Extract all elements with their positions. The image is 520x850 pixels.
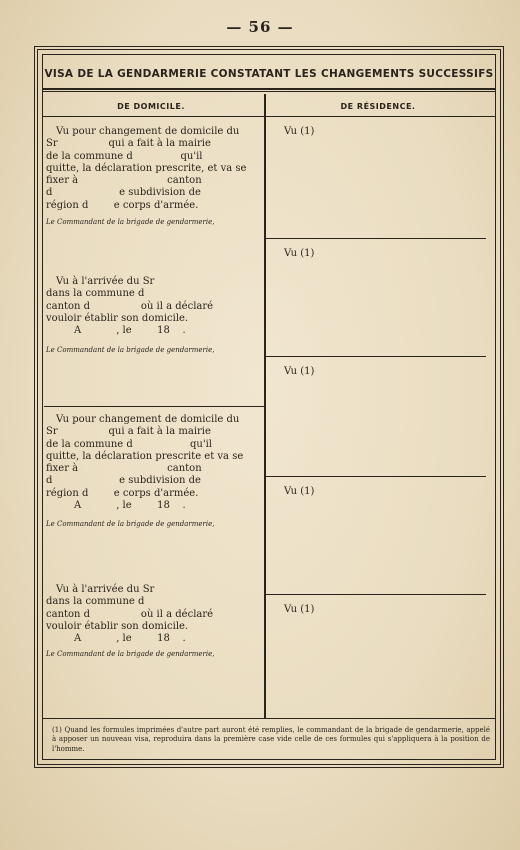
signature-line-3: Le Commandant de la brigade de gendarmerie, bbox=[46, 520, 215, 528]
block-line: Sr qui a fait à la mairie bbox=[46, 138, 211, 150]
header-rule bbox=[42, 116, 496, 117]
visa-label-2: Vu (1) bbox=[284, 248, 315, 259]
block-line: vouloir établir son domicile. bbox=[46, 620, 189, 632]
form-frame bbox=[34, 46, 504, 768]
block-line: quitte, la déclaration prescrite, et va se bbox=[46, 162, 247, 174]
block-line: Vu à l'arrivée du Sr bbox=[56, 584, 155, 595]
right-separator bbox=[266, 238, 486, 239]
block-line: fixer à canton bbox=[46, 175, 202, 187]
visa-label-1: Vu (1) bbox=[284, 126, 315, 137]
page-number: — 56 — bbox=[226, 18, 294, 36]
domicile-block-3 bbox=[46, 414, 256, 512]
left-separator bbox=[44, 406, 264, 407]
date-line: A , le 18 . bbox=[74, 325, 186, 337]
block-line: vouloir établir son domicile. bbox=[46, 312, 189, 324]
block-line: Vu pour changement de domicile du bbox=[56, 414, 240, 425]
column-divider bbox=[264, 94, 266, 718]
column-header-domicile: DE DOMICILE. bbox=[117, 102, 185, 111]
block-line: Vu à l'arrivée du Sr bbox=[56, 276, 155, 287]
domicile-block-4 bbox=[46, 584, 256, 645]
block-line: quitte, la déclaration prescrite et va se bbox=[46, 450, 244, 462]
block-line: fixer à canton bbox=[46, 463, 202, 475]
block-line: région d e corps d'armée. bbox=[46, 199, 199, 211]
visa-label-3: Vu (1) bbox=[284, 366, 315, 377]
visa-label-4: Vu (1) bbox=[284, 486, 315, 497]
block-line: Vu pour changement de domicile du bbox=[56, 126, 240, 137]
form-title: VISA DE LA GENDARMERIE CONSTATANT LES CHANGEMENTS SUCCESSIFS bbox=[44, 68, 494, 80]
right-separator bbox=[266, 476, 486, 477]
block-line: de la commune d qu'il bbox=[46, 150, 203, 162]
signature-line-4: Le Commandant de la brigade de gendarmerie, bbox=[46, 650, 215, 658]
domicile-block-2 bbox=[46, 276, 256, 337]
block-line: d e subdivision de bbox=[46, 187, 201, 199]
footnote: (1) Quand les formules imprimées d'autre part auront été remplies, le commandant de la brigade de gendarmerie, appelé à apposer un nouveau visa, reproduira dans la première case vide celle de ces formules qui s'appliquera à la position de l'homme. bbox=[52, 726, 490, 753]
column-header-residence: DE RÉSIDENCE. bbox=[340, 102, 416, 111]
block-line: de la commune d qu'il bbox=[46, 438, 213, 450]
block-line: région d e corps d'armée. bbox=[46, 487, 199, 499]
date-line: A , le 18 . bbox=[74, 500, 186, 512]
right-separator bbox=[266, 356, 486, 357]
date-line: A , le 18 . bbox=[74, 633, 186, 645]
signature-line-2: Le Commandant de la brigade de gendarmerie, bbox=[46, 346, 215, 354]
block-line: canton d où il a déclaré bbox=[46, 608, 214, 620]
block-line: dans la commune d bbox=[46, 596, 145, 608]
right-separator bbox=[266, 594, 486, 595]
block-line: canton d où il a déclaré bbox=[46, 300, 214, 312]
footnote-rule bbox=[42, 718, 496, 719]
block-line: Sr qui a fait à la mairie bbox=[46, 426, 211, 438]
visa-label-5: Vu (1) bbox=[284, 604, 315, 615]
block-line: dans la commune d bbox=[46, 288, 145, 300]
title-rule bbox=[42, 88, 496, 92]
block-line: d e subdivision de bbox=[46, 475, 201, 487]
signature-line-1: Le Commandant de la brigade de gendarmerie, bbox=[46, 218, 215, 226]
domicile-block-1 bbox=[46, 126, 256, 212]
